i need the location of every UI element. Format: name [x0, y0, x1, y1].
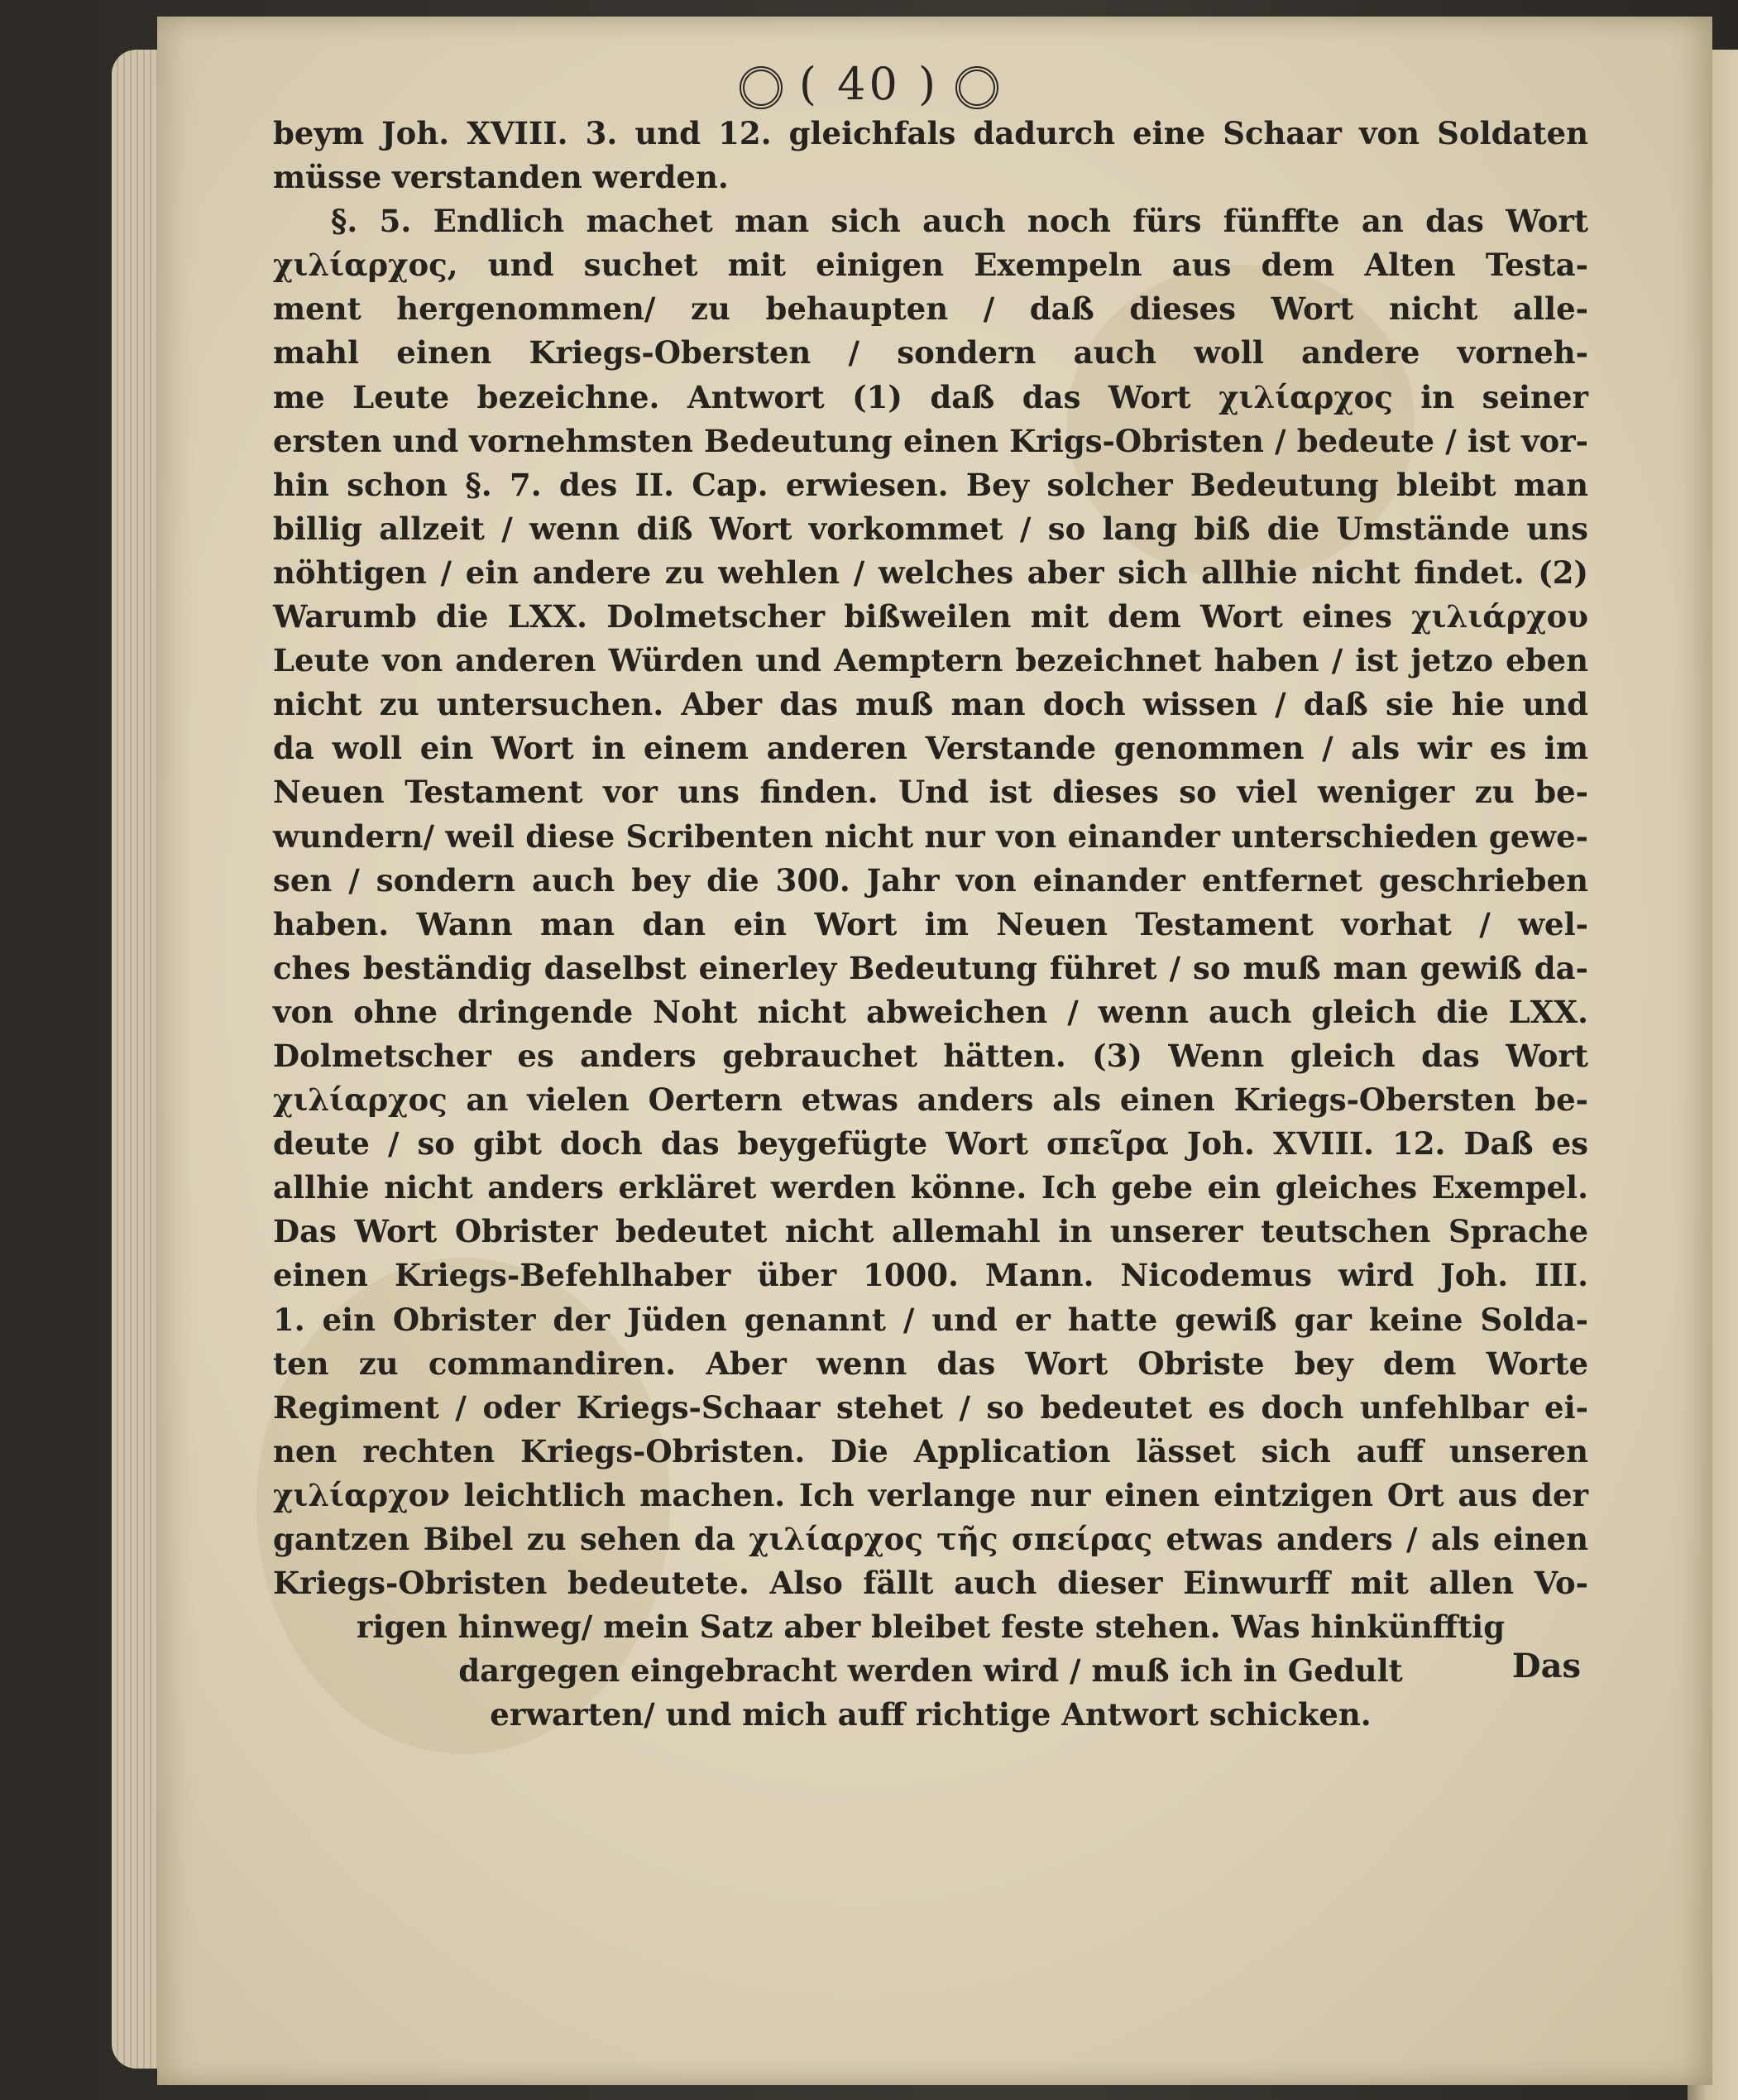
- text-line: von ohne dringende Noht nicht abweichen / wenn auch gleich die LXX.: [273, 993, 1588, 1030]
- text-line: 1. ein Obrister der Jüden genannt / und er hatte gewiß gar keine Solda-: [273, 1301, 1588, 1338]
- text-line: dargegen eingebracht werden wird / muß ich in Gedult: [458, 1652, 1403, 1690]
- text-line: nöhtigen / ein andere zu wehlen / welches aber sich allhie nicht findet. (2): [273, 554, 1588, 591]
- text-line: ten zu commandiren. Aber wenn das Wort Obriste bey dem Worte: [273, 1345, 1588, 1382]
- ornament-icon: [955, 66, 998, 109]
- text-line: §. 5. Endlich machet man sich auch noch fürs fünffte an das Wort: [331, 203, 1588, 240]
- text-line: Regiment / oder Kriegs-Schaar stehet / so bedeutet es doch unfehlbar ei-: [273, 1388, 1588, 1426]
- text-line: müsse verstanden werden.: [273, 159, 729, 196]
- text-line: Warumb die LXX. Dolmetscher bißweilen mit dem Wort eines χιλιάρχου: [273, 598, 1588, 635]
- text-line: nicht zu untersuchen. Aber das muß man doch wissen / daß sie hie und: [273, 686, 1588, 723]
- catchword: Das: [1511, 1647, 1581, 1685]
- text-line: hin schon §. 7. des II. Cap. erwiesen. Bey solcher Bedeutung bleibt man: [273, 466, 1588, 503]
- text-line: χιλίαρχος, und suchet mit einigen Exempeln aus dem Alten Testa-: [273, 247, 1588, 284]
- text-line: da woll ein Wort in einem anderen Verstande genommen / als wir es im: [273, 730, 1588, 767]
- body-text: [273, 112, 1588, 1737]
- text-line: beym Joh. XVIII. 3. und 12. gleichfals dadurch eine Schaar von Soldaten: [273, 115, 1588, 151]
- text-line: gantzen Bibel zu sehen da χιλίαρχος τῆς σπείρας etwas anders / als einen: [273, 1521, 1588, 1557]
- page-header: [0, 58, 1738, 110]
- text-line: wundern/ weil diese Scribenten nicht nur von einander unterschieden gewe-: [273, 817, 1588, 855]
- text-line: nen rechten Kriegs-Obristen. Die Application lässet sich auff unseren: [273, 1432, 1588, 1470]
- text-line: Das Wort Obrister bedeutet nicht allemahl in unserer teutschen Sprache: [273, 1213, 1588, 1250]
- text-line: einen Kriegs-Befehlhaber über 1000. Mann. Nicodemus wird Joh. III.: [273, 1257, 1588, 1294]
- text-line: mahl einen Kriegs-Obersten / sondern auch woll andere vorneh-: [273, 334, 1588, 372]
- text-line: Neuen Testament vor uns finden. Und ist dieses so viel weniger zu be-: [273, 774, 1588, 811]
- text-line: χιλίαρχος an vielen Oertern etwas anders als einen Kriegs-Obersten be-: [273, 1081, 1588, 1119]
- text-line: deute / so gibt doch das beygefügte Wort σπεῖρα Joh. XVIII. 12. Daß es: [273, 1125, 1588, 1163]
- text-line: me Leute bezeichne. Antwort (1) daß das Wort χιλίαρχος in seiner: [273, 378, 1588, 415]
- text-line: Dolmetscher es anders gebrauchet hätten. (3) Wenn gleich das Wort: [273, 1037, 1588, 1074]
- text-line: Kriegs-Obristen bedeutete. Also fällt auch dieser Einwurff mit allen Vo-: [273, 1565, 1588, 1602]
- text-line: billig allzeit / wenn diß Wort vorkommet / so lang biß die Umstände uns: [273, 510, 1588, 547]
- text-line: ersten und vornehmsten Bedeutung einen Krigs-Obristen / bedeute / ist vor-: [273, 422, 1588, 459]
- text-line: ches beständig daselbst einerley Bedeutung führet / so muß man gewiß da-: [273, 949, 1588, 986]
- text-line: haben. Wann man dan ein Wort im Neuen Testament vorhat / wel-: [273, 905, 1588, 942]
- text-line: rigen hinweg/ mein Satz aber bleibet feste stehen. Was hinkünfftig: [356, 1609, 1506, 1646]
- ornament-icon: [740, 66, 783, 109]
- text-line: sen / sondern auch bey die 300. Jahr von einander entfernet geschrieben: [273, 861, 1588, 899]
- text-line: χιλίαρχον leichtlich machen. Ich verlange nur einen eintzigen Ort aus der: [273, 1476, 1588, 1513]
- page-number: ( 40 ): [798, 58, 940, 110]
- text-line: erwarten/ und mich auff richtige Antwort schicken.: [490, 1696, 1372, 1733]
- text-line: ment hergenommen/ zu behaupten / daß dieses Wort nicht alle-: [273, 290, 1588, 328]
- text-line: Leute von anderen Würden und Aemptern bezeichnet haben / ist jetzo eben: [273, 642, 1588, 679]
- text-line: allhie nicht anders erkläret werden könne. Ich gebe ein gleiches Exempel.: [273, 1169, 1588, 1206]
